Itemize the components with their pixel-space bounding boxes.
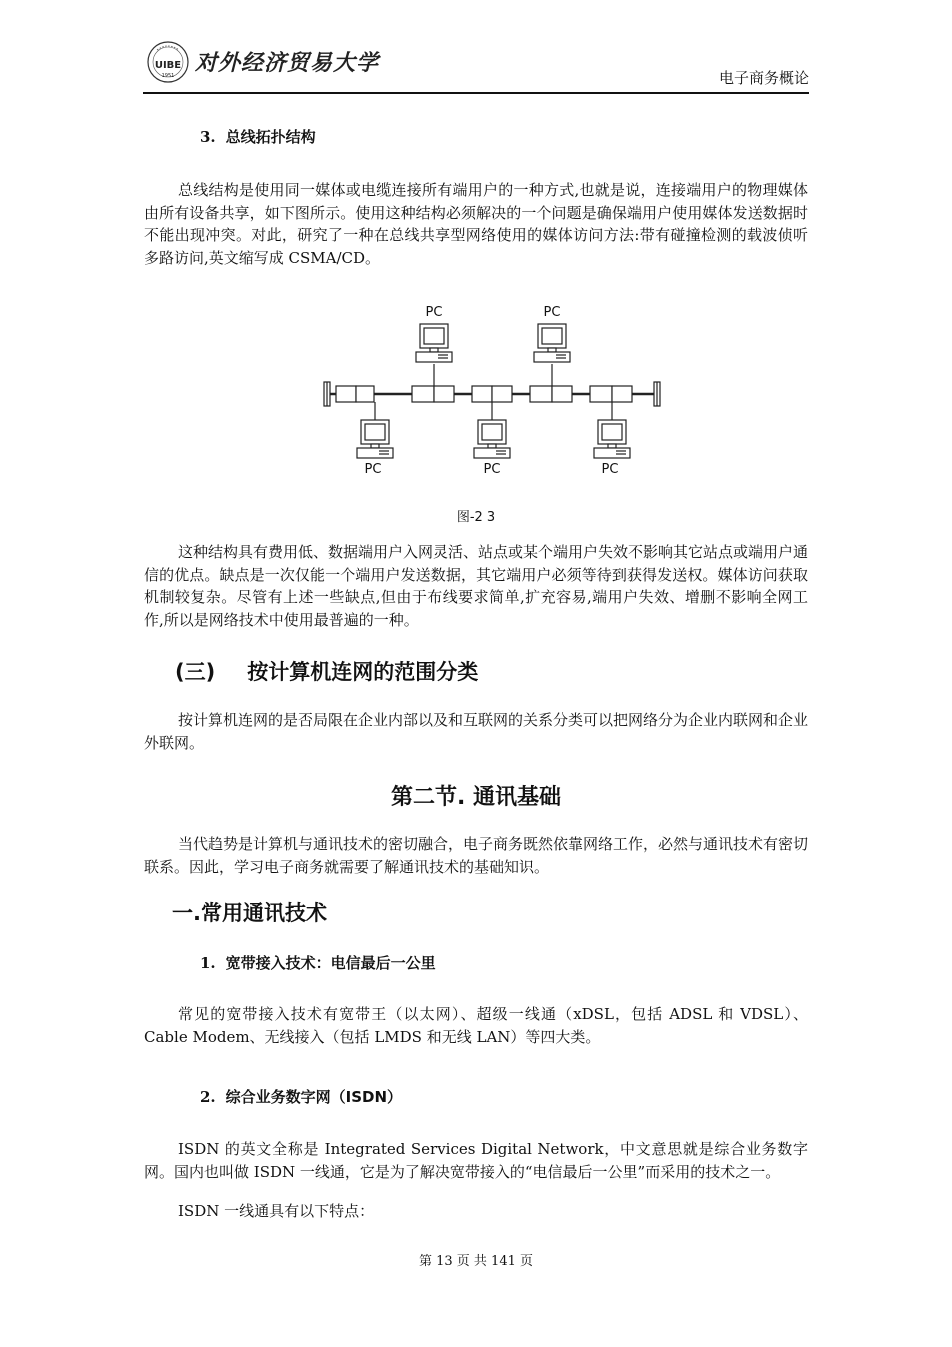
section-two-paragraph: 当代趋势是计算机与通讯技术的密切融合，电子商务既然依靠网络工作，必然与通讯技术有密切联系。因此，学习电子商务就需要了解通讯技术的基础知识。 (144, 835, 809, 876)
bus-topology-paragraph: 总线结构是使用同一媒体或电缆连接所有端用户的一种方式,也就是说，连接端用户的物理媒体由所有设备共享，如下图所示。使用这种结构必须解决的一个问题是确保端用户使用媒体发送数据时不能出现冲突。对此，研究了一种在总线共享型网络使用的媒体访问方法:带有碰撞检测的载波侦听多路访问,英文缩写成 CSMA/CD。 (144, 181, 808, 267)
figure-caption: 图-2 3 (456, 510, 496, 525)
broadband-paragraph: 常见的宽带接入技术有宽带王（以太网）、超级一线通（xDSL，包括 ADSL 和 VDSL）、Cable Modem、无线接入（包括 LMDS 和无线 LAN）等四大类。 (144, 1005, 808, 1046)
page-number-footer: 第 13 页 共 141 页 (418, 1254, 534, 1269)
subsection-three-heading (175, 656, 478, 686)
subsection-three-paragraph: 按计算机连网的是否局限在企业内部以及和互联网的关系分类可以把网络分为企业内联网和企业外联网。 (144, 711, 809, 752)
header-divider (143, 92, 809, 94)
pc-icon-bottom-2 (474, 420, 510, 458)
subsection-number: (三) (175, 660, 216, 684)
pc-icon-bottom-3 (594, 420, 630, 458)
page-header (143, 38, 809, 92)
isdn-heading (200, 1086, 402, 1107)
heading-text: 总线拓扑结构 (225, 128, 316, 146)
bus-pros-cons-paragraph: 这种结构具有费用低、数据端用户入网灵活、站点或某个端用户失效不影响其它站点或端用户通信的优点。缺点是一次仅能一个端用户发送数据，其它端用户必须等待到获得发送权。媒体访问获取机制较复杂。尽管有上述一些缺点,但由于布线要求简单,扩充容易,端用户失效、增删不影响全网工作,所以是网络技术中使用最普遍的一种。 (144, 543, 809, 629)
pc-icon-top-2 (534, 324, 570, 362)
section-two-title: 第二节. 通讯基础 (390, 785, 562, 810)
pc-label-top-1: PC (425, 305, 443, 320)
pc-label-bottom-3: PC (601, 462, 619, 477)
pc-icon-bottom-1 (357, 420, 393, 458)
bus-topology-heading (200, 126, 316, 147)
subsection-title: 按计算机连网的范围分类 (247, 660, 479, 684)
svg-text:UIBE: UIBE (154, 60, 182, 71)
bus-topology-diagram (320, 298, 666, 480)
svg-text:1951: 1951 (161, 73, 175, 79)
broadband-heading (200, 952, 436, 973)
heading-number: 2. (200, 1088, 216, 1106)
pc-label-bottom-1: PC (364, 462, 382, 477)
pc-icon-top-1 (416, 324, 452, 362)
common-tech-heading: 一.常用通讯技术 (172, 901, 327, 925)
heading-text: 宽带接入技术：电信最后一公里 (225, 954, 436, 972)
pc-label-bottom-2: PC (483, 462, 501, 477)
university-name: 对外经济贸易大学 (195, 50, 380, 76)
pc-label-top-2: PC (543, 305, 561, 320)
heading-number: 3. (200, 128, 216, 146)
course-title: 电子商务概论 (718, 69, 809, 87)
isdn-paragraph: ISDN 的英文全称是 Integrated Services Digital Network，中文意思就是综合业务数字网。国内也叫做 ISDN 一线通，它是为了解决宽带接入的“电信最后一公里”而采用的技术之一。 (144, 1140, 808, 1181)
heading-number: 1. (200, 954, 216, 972)
heading-text: 综合业务数字网（ISDN） (225, 1088, 403, 1106)
university-seal-icon (143, 40, 193, 88)
isdn-features-intro: ISDN 一线通具有以下特点： (178, 1202, 375, 1220)
